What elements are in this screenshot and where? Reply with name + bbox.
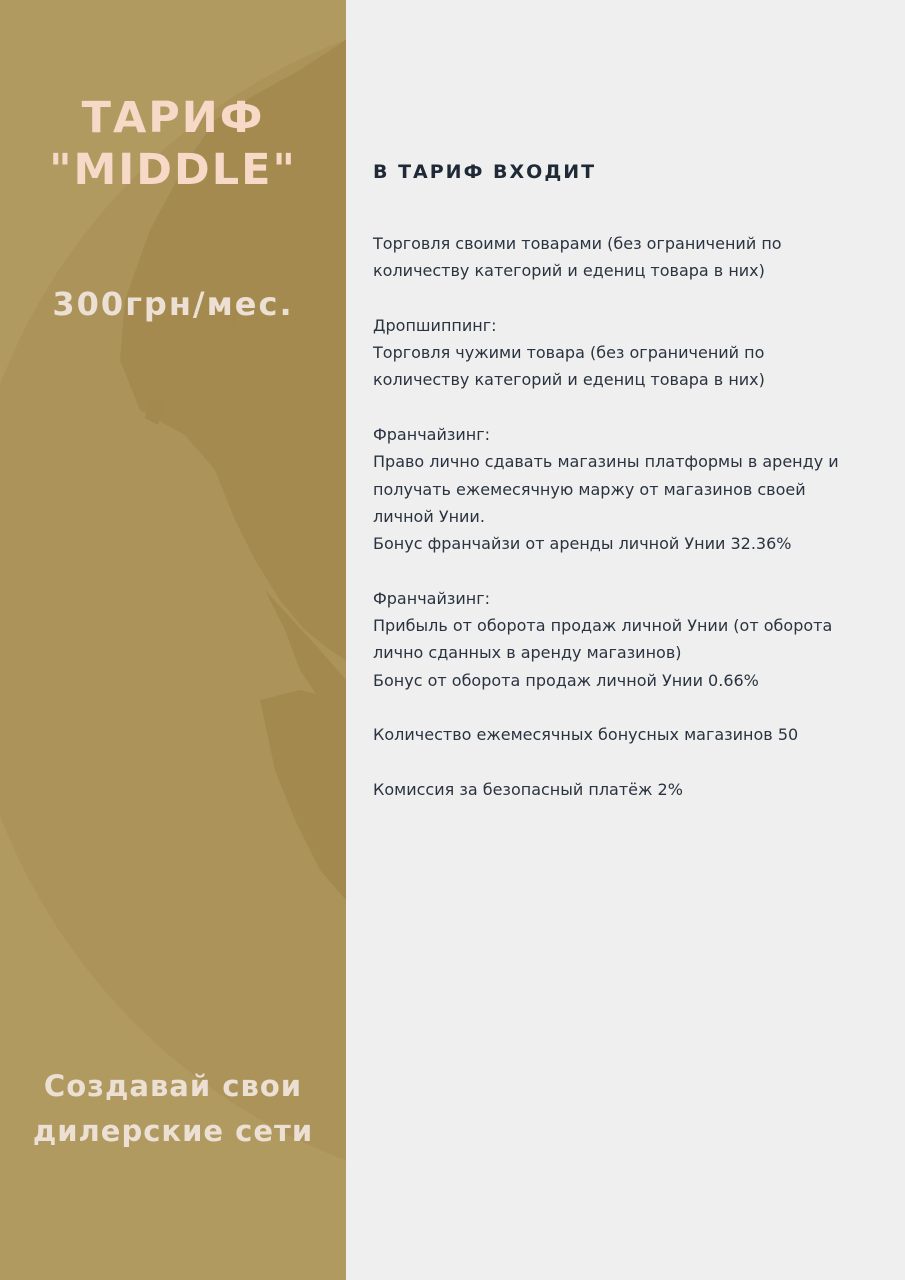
feature-line: получать ежемесячную маржу от магазинов своей xyxy=(373,479,806,499)
feature-line: лично сданных в аренду магазинов) xyxy=(373,643,682,663)
feature-line: Торговля своими товарами (без ограничений по xyxy=(373,234,782,253)
plan-slogan-line-1: Создавай свои xyxy=(43,1069,303,1103)
feature-line: Дропшиппинг: xyxy=(373,315,497,335)
feature-line: Франчайзинг: xyxy=(373,425,491,445)
features-panel xyxy=(346,0,905,1280)
section-heading: В ТАРИФ ВХОДИТ xyxy=(373,161,597,183)
plan-panel xyxy=(0,0,346,1280)
feature-block xyxy=(373,421,885,557)
plan-slogan-line-2: дилерские сети xyxy=(32,1114,314,1148)
feature-line: личной Унии. xyxy=(373,506,485,526)
plan-title-line-2: "MIDDLE" xyxy=(49,145,297,195)
feature-line: Торговля чужими товара (без ограничений по xyxy=(373,343,765,363)
plan-price: 300грн/мес. xyxy=(52,285,294,323)
feature-line: Бонус от оборота продаж личной Унии 0.66% xyxy=(373,670,759,690)
feature-block xyxy=(373,312,885,394)
feature-list xyxy=(373,230,885,831)
feature-line: Франчайзинг: xyxy=(373,588,491,608)
feature-line: Прибыль от оборота продаж личной Унии (от оборота xyxy=(373,616,833,636)
feature-line: Бонус франчайзи от аренды личной Унии 32.36% xyxy=(373,534,792,554)
feature-line: Право лично сдавать магазины платформы в аренду и xyxy=(373,452,839,472)
feature-block xyxy=(373,776,885,803)
feature-line: Количество ежемесячных бонусных магазинов 50 xyxy=(373,725,799,745)
feature-line: Комиссия за безопасный платёж 2% xyxy=(373,779,683,799)
feature-line: количеству категорий и едениц товара в них) xyxy=(373,370,765,390)
feature-block xyxy=(373,230,885,285)
plan-title xyxy=(0,92,346,196)
feature-block xyxy=(373,721,885,748)
feature-line: количеству категорий и едениц товара в них) xyxy=(373,261,765,281)
plan-title-line-1: ТАРИФ xyxy=(81,93,265,143)
feature-block xyxy=(373,585,885,694)
plan-slogan xyxy=(0,1064,346,1154)
